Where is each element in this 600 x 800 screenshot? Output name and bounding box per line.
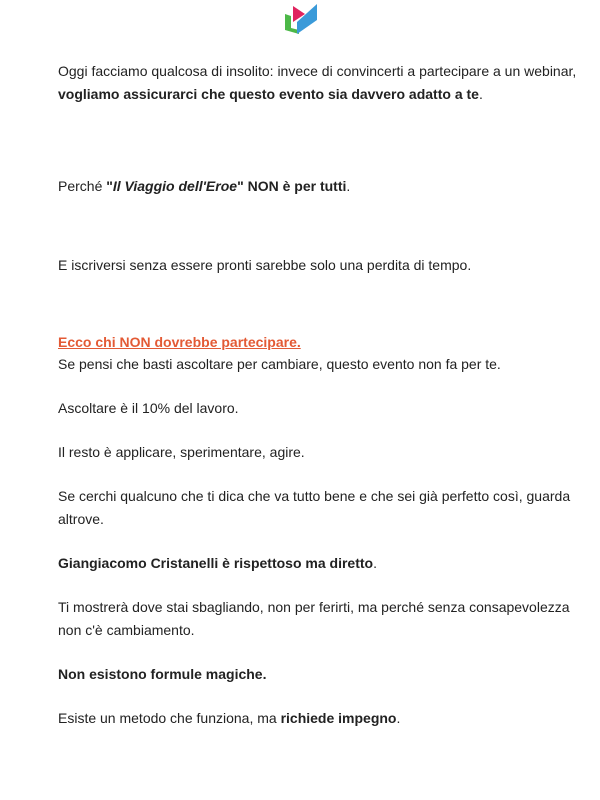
brand-logo-icon (283, 2, 319, 34)
no-magic-paragraph: Non esistono formule magiche. (58, 666, 267, 682)
not-for-everyone-paragraph: Perché "Il Viaggio dell'Eroe" NON è per tutti. (58, 178, 351, 194)
method-paragraph: Esiste un metodo che funziona, ma richiede impegno. (58, 710, 401, 726)
intro-paragraph: Oggi facciamo qualcosa di insolito: invece di convincerti a partecipare a un webinar, vogliamo assicurarci che questo evento sia davvero adatto a te. (58, 63, 577, 102)
rest-paragraph: Il resto è applicare, sperimentare, agire. (58, 444, 305, 460)
awareness-paragraph: Ti mostrerà dove stai sbagliando, non per ferirti, ma perché senza consapevolezza non c'è cambiamento. (58, 599, 570, 638)
direct-paragraph: Giangiacomo Cristanelli è rispettoso ma diretto. (58, 555, 377, 571)
look-elsewhere-paragraph: Se cerchi qualcuno che ti dica che va tutto bene e che sei già perfetto così, guarda altrove. (58, 488, 571, 527)
listening-paragraph: Se pensi che basti ascoltare per cambiare, questo evento non fa per te. (58, 356, 501, 372)
who-should-not-link-paragraph (58, 331, 588, 354)
who-should-not-link[interactable]: Ecco chi NON dovrebbe partecipare. (58, 334, 301, 350)
ten-percent-paragraph: Ascoltare è il 10% del lavoro. (58, 400, 239, 416)
waste-of-time-paragraph: E iscriversi senza essere pronti sarebbe solo una perdita di tempo. (58, 257, 472, 273)
